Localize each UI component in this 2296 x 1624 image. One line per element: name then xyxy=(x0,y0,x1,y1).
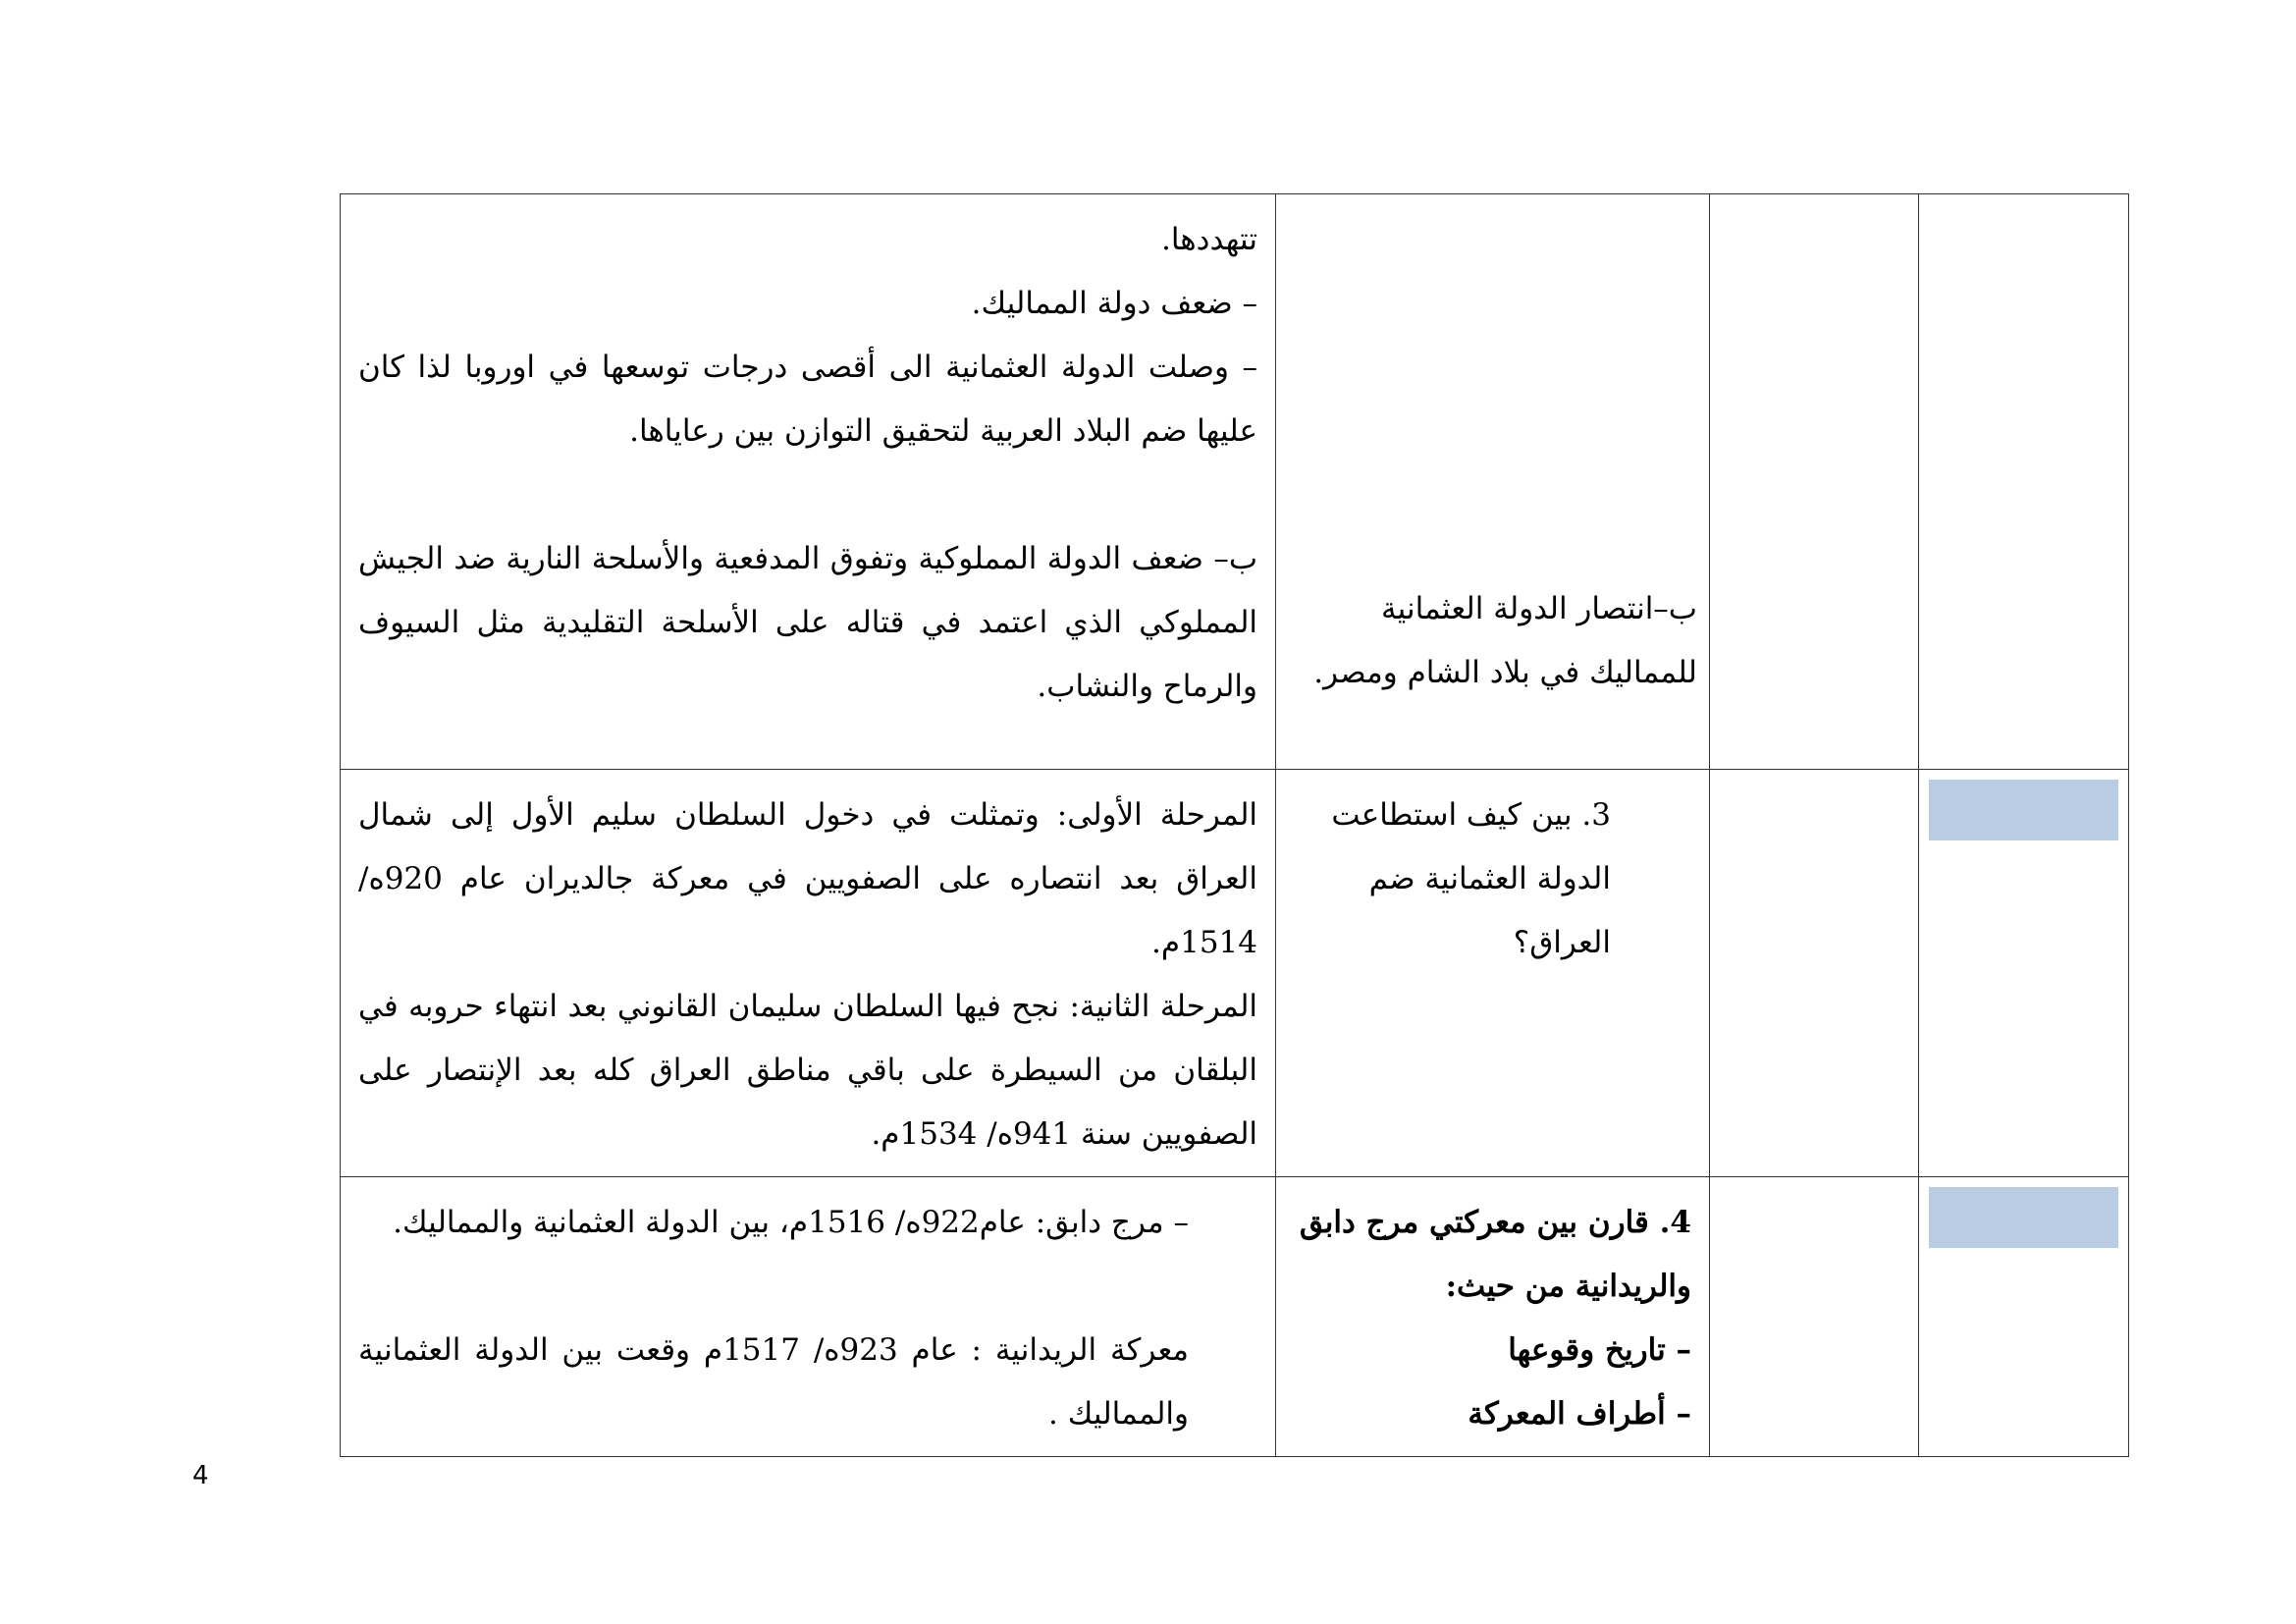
shaded-mark-box xyxy=(1929,780,2118,840)
empty-cell xyxy=(1919,194,2129,770)
answer-cell xyxy=(341,194,1276,770)
question-point: – تاريخ وقوعها xyxy=(1508,1332,1691,1368)
answer-table xyxy=(340,193,2129,1457)
mark-cell xyxy=(1919,770,2129,1177)
shaded-mark-box xyxy=(1929,1187,2118,1248)
question-cell xyxy=(1276,194,1710,770)
answer-line: – وصلت الدولة العثمانية الى أقصى درجات توسعها في اوروبا لذا كان عليها ضم البلاد العربية لتحقيق التوازن بين رعاياها. xyxy=(358,350,1257,449)
question-cell xyxy=(1276,1177,1710,1457)
answer-line: – ضعف دولة المماليك. xyxy=(971,286,1257,321)
answer-cell xyxy=(341,770,1276,1177)
table-row xyxy=(341,1177,2129,1457)
question-cell xyxy=(1276,770,1710,1177)
table-row xyxy=(341,194,2129,770)
page-number: 4 xyxy=(192,1461,209,1490)
answer-line: المرحلة الأولى: وتمثلت في دخول السلطان سليم الأول إلى شمال العراق بعد انتصاره على الصفويين في معركة جالديران عام 920ه/ 1514م. xyxy=(358,797,1257,960)
question-point: – أطراف المعركة xyxy=(1468,1396,1691,1432)
empty-cell xyxy=(1710,1177,1919,1457)
empty-cell xyxy=(1710,194,1919,770)
table-row xyxy=(341,770,2129,1177)
answer-line: ب– ضعف الدولة المملوكية وتفوق المدفعية والأسلحة النارية ضد الجيش المملوكي الذي اعتمد في قتاله على الأسلحة التقليدية مثل السيوف والرماح والنشاب. xyxy=(358,541,1257,704)
question-text: 3. بين كيف استطاعت الدولة العثمانية ضم العراق؟ xyxy=(1331,797,1611,960)
question-text: ب–انتصار الدولة العثمانية للمماليك في بلاد الشام ومصر. xyxy=(1313,591,1697,690)
question-text: 4. قارن بين معركتي مرج دابق والريدانية من حيث: xyxy=(1299,1205,1691,1304)
answer-line: معركة الريدانية : عام 923ه/ 1517م وقعت بين الدولة العثمانية والمماليك . xyxy=(358,1332,1190,1432)
empty-cell xyxy=(1710,770,1919,1177)
answer-cell xyxy=(341,1177,1276,1457)
mark-cell xyxy=(1919,1177,2129,1457)
answer-line: – مرج دابق: عام922ه/ 1516م، بين الدولة العثمانية والمماليك. xyxy=(393,1205,1189,1240)
answer-line: تتهددها. xyxy=(1161,222,1257,257)
answer-line: المرحلة الثانية: نجح فيها السلطان سليمان القانوني بعد انتهاء حروبه في البلقان من السيطرة على باقي مناطق العراق كله بعد الإنتصار على الصفويين سنة 941ه/ 1534م. xyxy=(358,989,1257,1152)
